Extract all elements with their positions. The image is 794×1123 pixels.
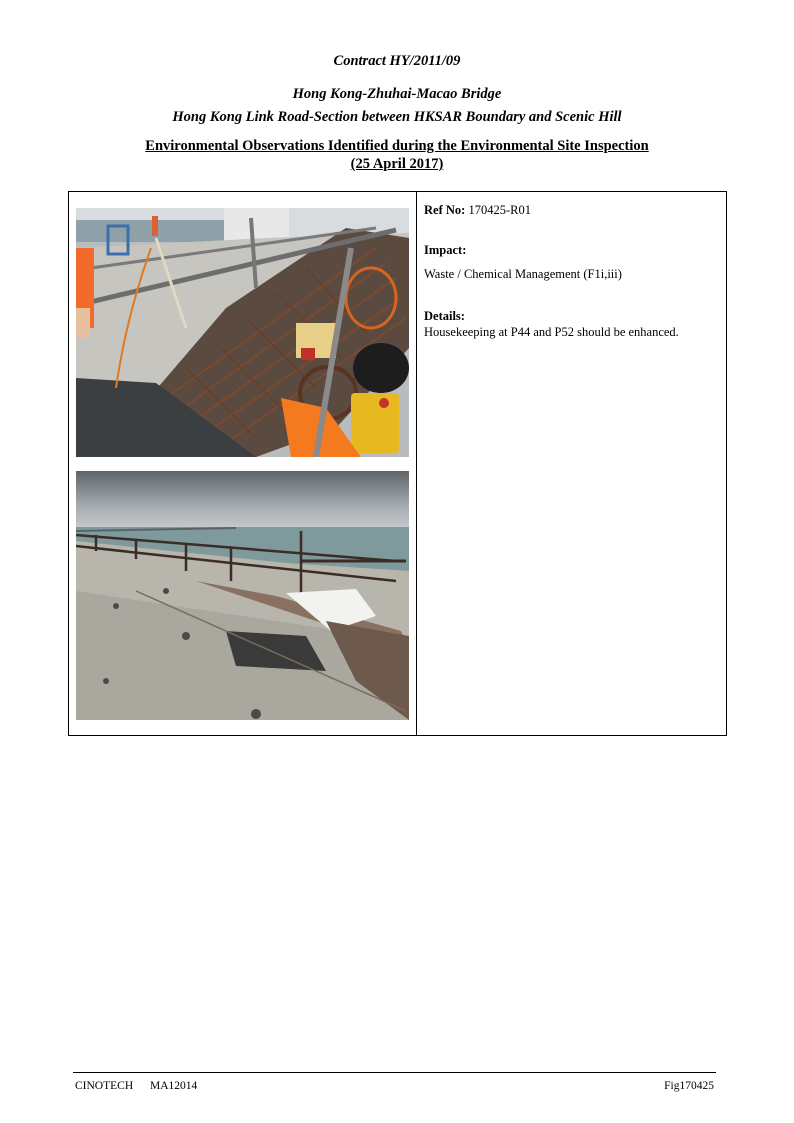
footer-company: CINOTECH: [75, 1080, 134, 1092]
details-value: Housekeeping at P44 and P52 should be enhanced.: [424, 325, 679, 339]
footer-rule: [73, 1072, 716, 1073]
contract-header: Contract HY/2011/09: [333, 53, 461, 69]
impact-label: Impact:: [424, 243, 467, 257]
observation-table: [68, 191, 727, 736]
ref-label: Ref No:: [424, 203, 466, 217]
section-name: Hong Kong Link Road-Section between HKSAR Boundary and Scenic Hill: [172, 109, 622, 125]
site-photo-bridge-deck: [76, 471, 409, 720]
inspection-date: (25 April 2017): [350, 156, 444, 172]
impact-value: Waste / Chemical Management (F1i,iii): [424, 267, 622, 281]
report-title: Environmental Observations Identified during the Environmental Site Inspection: [145, 138, 649, 154]
site-photo-rebar: [76, 208, 409, 457]
project-name: Hong Kong-Zhuhai-Macao Bridge: [292, 86, 502, 102]
ref-row: [424, 202, 719, 218]
footer-code: MA12014: [150, 1080, 198, 1092]
column-divider: [416, 192, 417, 735]
footer-figure: Fig170425: [664, 1080, 714, 1092]
details-label: Details:: [424, 309, 465, 323]
observation-details: [424, 202, 719, 340]
ref-value: 170425-R01: [468, 203, 531, 217]
